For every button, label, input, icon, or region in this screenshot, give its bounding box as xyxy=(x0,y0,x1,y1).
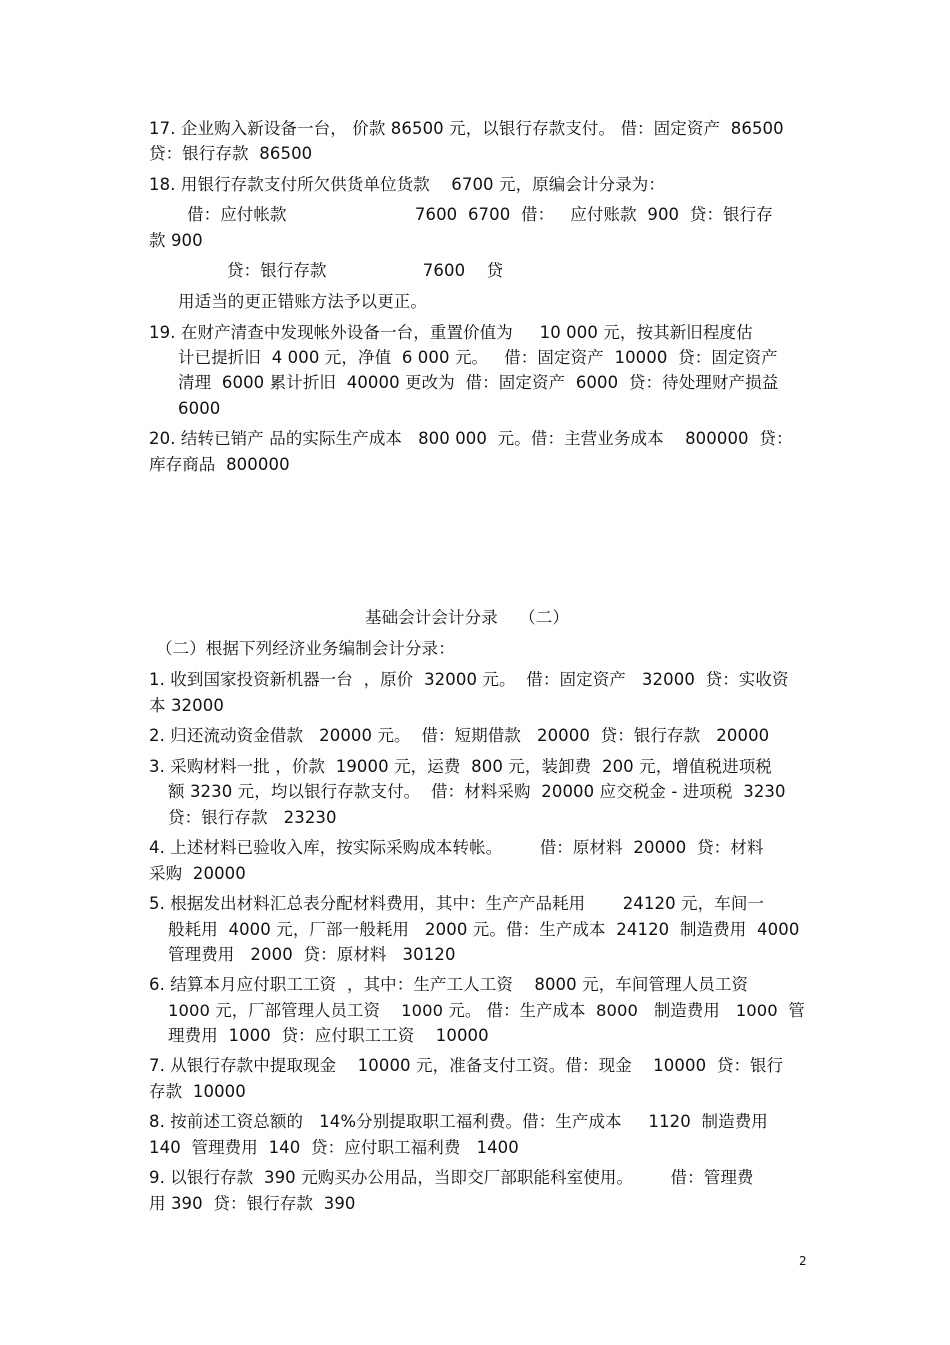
text-line: 1. 收到国家投资新机器一台 ，原价 32000 元。 借：固定资产 32000 贷：实收资 xyxy=(149,670,789,689)
text-line: 贷：银行存款 23230 xyxy=(168,808,337,827)
section-title: 基础会计会计分录 （二） xyxy=(365,608,569,627)
text-line: 4. 上述材料已验收入库，按实际采购成本转帐。 借：原材料 20000 贷：材料 xyxy=(149,838,764,857)
page-number: 2 xyxy=(799,1254,807,1268)
text-line: 3. 采购材料一批 ，价款 19000 元，运费 800 元，装卸费 200 元，增值税进项税 xyxy=(149,757,772,776)
text-line: 20. 结转已销产 品的实际生产成本 800 000 元。借：主营业务成本 800000 贷： xyxy=(149,429,793,448)
text-line: 理费用 1000 贷：应付职工工资 10000 xyxy=(168,1026,489,1045)
text-line: 用适当的更正错账方法予以更正。 xyxy=(178,292,427,311)
text-line: 140 管理费用 140 贷：应付职工福利费 1400 xyxy=(149,1138,519,1157)
text-line: 本 32000 xyxy=(149,696,224,715)
text-line: 用 390 贷：银行存款 390 xyxy=(149,1194,356,1213)
text-line: 贷：银行存款 86500 xyxy=(149,144,313,163)
text-line: 清理 6000 累计折旧 40000 更改为 借：固定资产 6000 贷：待处理财产损益 xyxy=(178,373,779,392)
text-line: 19. 在财产清查中发现帐外设备一台，重置价值为 10 000 元，按其新旧程度估 xyxy=(149,323,753,342)
text-line: 9. 以银行存款 390 元购买办公用品，当即交厂部职能科室使用。 借：管理费 xyxy=(149,1168,754,1187)
text-line: 2. 归还流动资金借款 20000 元。 借：短期借款 20000 贷：银行存款 20000 xyxy=(149,726,770,745)
text-line: 款 900 xyxy=(149,231,203,250)
text-line: 存款 10000 xyxy=(149,1082,246,1101)
text-line: （二）根据下列经济业务编制会计分录： xyxy=(156,639,455,658)
text-line: 计已提折旧 4 000 元，净值 6 000 元。 借：固定资产 10000 贷：固定资产 xyxy=(178,348,778,367)
text-line: 7. 从银行存款中提取现金 10000 元，准备支付工资。借：现金 10000 贷：银行 xyxy=(149,1056,784,1075)
text-line: 1000 元，厂部管理人员工资 1000 元。 借：生产成本 8000 制造费用 1000 管 xyxy=(168,1001,805,1020)
text-line: 管理费用 2000 贷：原材料 30120 xyxy=(168,945,456,964)
text-line: 17. 企业购入新设备一台， 价款 86500 元，以银行存款支付。 借：固定资产 86500 xyxy=(149,119,784,138)
text-line: 采购 20000 xyxy=(149,864,246,883)
text-line: 8. 按前述工资总额的 14%分别提取职工福利费。借：生产成本 1120 制造费用 xyxy=(149,1112,768,1131)
text-line: 贷：银行存款 7600 贷 xyxy=(227,261,504,280)
text-line: 18. 用银行存款支付所欠供货单位货款 6700 元，原编会计分录为： xyxy=(149,175,666,194)
text-line: 般耗用 4000 元，厂部一般耗用 2000 元。借：生产成本 24120 制造费用 4000 xyxy=(168,920,800,939)
text-line: 借：应付帐款 7600 6700 借： 应付账款 900 贷：银行存 xyxy=(187,205,773,224)
text-line: 6. 结算本月应付职工工资 ，其中：生产工人工资 8000 元，车间管理人员工资 xyxy=(149,975,749,994)
text-line: 5. 根据发出材料汇总表分配材料费用，其中：生产产品耗用 24120 元，车间一 xyxy=(149,894,765,913)
text-line: 6000 xyxy=(178,399,221,418)
text-line: 额 3230 元，均以银行存款支付。 借：材料采购 20000 应交税金 - 进项税 3230 xyxy=(168,782,786,801)
text-line: 库存商品 800000 xyxy=(149,455,290,474)
